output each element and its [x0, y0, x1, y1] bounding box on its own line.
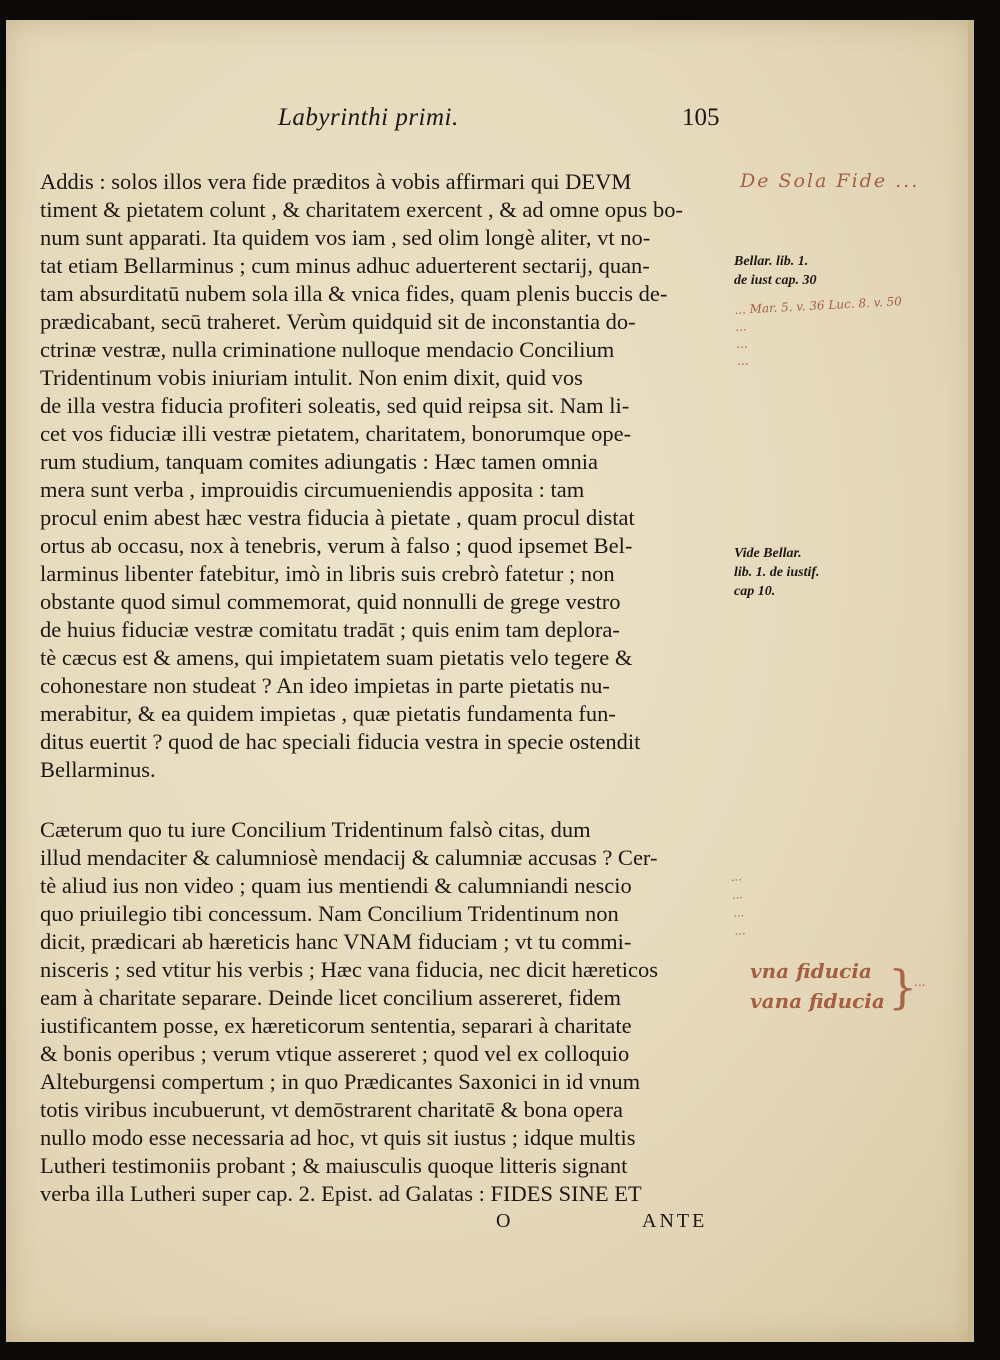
text-line: tè aliud ius non video ; quam ius mentiendi & calumniandi nescio — [40, 873, 632, 898]
text-line: num sunt apparati. Ita quidem vos iam , sed olim longè aliter, vt no- — [40, 225, 651, 250]
text-line: Bellarminus. — [40, 757, 156, 782]
text-line: totis viribus incubuerunt, vt demōstrarent charitatē & bona opera — [40, 1097, 623, 1122]
running-head — [6, 104, 974, 138]
text-line: & bonis operibus ; verum vtique assereret ; quod vel ex colloquio — [40, 1041, 630, 1066]
printed-marginal-note — [734, 544, 820, 601]
text-line: merabitur, & ea quidem impietas , quæ pietatis fundamenta fun- — [40, 701, 616, 726]
text-line: tat etiam Bellarminus ; cum minus adhuc aduerterent sectarij, quan- — [40, 253, 650, 278]
text-line: tam absurditatū nubem sola illa & vnica fides, quam plenis buccis de- — [40, 281, 668, 306]
text-line: illud mendaciter & calumniosè mendacij & calumniæ accusas ? Cer- — [40, 845, 658, 870]
handwritten-line: ... — [914, 975, 926, 989]
paragraph-1 — [40, 168, 730, 784]
text-line: tè cæcus est & amens, qui impietatem suam pietatis velo tegere & — [40, 645, 633, 670]
marginal-note-line: Bellar. lib. 1. — [734, 254, 809, 269]
marginal-note-line: Vide Bellar. — [734, 546, 802, 561]
text-line: quo priuilegio tibi concessum. Nam Concilium Tridentinum non — [40, 901, 619, 926]
text-line: cohonestare non studeat ? An ideo impietas in parte pietatis nu- — [40, 673, 610, 698]
text-line: Lutheri testimoniis probant ; & maiusculis quoque litteris signant — [40, 1153, 628, 1178]
text-line: Alteburgensi compertum ; in quo Prædicantes Saxonici in id vnum — [40, 1069, 641, 1094]
running-head-title: Labyrinthi primi. — [278, 104, 459, 131]
signature-mark: O — [496, 1210, 514, 1232]
handwritten-line: ... — [732, 905, 745, 920]
handwritten-line: ... Mar. 5. v. 36 Luc. 8. v. 50 — [734, 294, 903, 317]
text-line: iustificantem posse, ex hæreticorum sententia, separari à charitate — [40, 1013, 632, 1038]
text-line: larminus libenter fatebitur, imò in libris suis crebrò fatetur ; non — [40, 561, 615, 586]
printed-marginal-note — [734, 252, 816, 290]
text-line: ctrinæ vestræ, nulla criminatione nulloque mendacio Concilium — [40, 337, 615, 362]
page-number: 105 — [682, 104, 720, 131]
text-line: dicit, prædicari ab hæreticis hanc VNAM fiduciam ; vt tu commi- — [40, 929, 632, 954]
handwritten-line: vana fiducia — [750, 989, 885, 1013]
text-line: nisceris ; sed vtitur his verbis ; Hæc vana fiducia, nec dicit hæreticos — [40, 957, 658, 982]
handwritten-annotation — [750, 956, 885, 1016]
handwritten-line: ... — [736, 353, 749, 368]
handwritten-annotation — [914, 974, 925, 990]
marginal-note-line: lib. 1. de iustif. — [734, 565, 820, 580]
catchword: ANTE — [642, 1210, 708, 1232]
text-line: rum studium, tanquam comites adiungatis : Hæc tamen omnia — [40, 449, 599, 474]
text-line: mera sunt verba , improuidis circumueniendis apposita : tam — [40, 477, 585, 502]
marginal-note-line: de iust cap. 30 — [734, 273, 817, 288]
text-line: prædicabant, secū traheret. Verùm quidquid sit de inconstantia do- — [40, 309, 636, 334]
handwritten-line: ... — [735, 336, 749, 351]
text-line: procul enim abest hæc vestra fiducia à pietate , quam procul distat — [40, 505, 635, 530]
text-line: eam à charitate separare. Deinde licet concilium assereret, fidem — [40, 985, 621, 1010]
text-line: Cæterum quo tu iure Concilium Tridentinum falsò citas, dum — [40, 817, 591, 842]
text-line: ortus ab occasu, nox à tenebris, verum à falso ; quod ipsemet Bel- — [40, 533, 633, 558]
handwritten-brace: } — [888, 960, 918, 1014]
handwritten-line: ... — [734, 319, 748, 334]
text-line: verba illa Lutheri super cap. 2. Epist. ad Galatas : FIDES SINE ET — [40, 1181, 642, 1206]
paragraph-2 — [40, 816, 730, 1208]
text-line: de huius fiduciæ vestræ comitatu tradāt ; quis enim tam deplora- — [40, 617, 620, 642]
handwritten-line: ... — [733, 923, 746, 938]
text-line: cet vos fiduciæ illi vestræ pietatem, charitatem, bonorumque ope- — [40, 421, 632, 446]
text-line: timent & pietatem colunt , & charitatem exercent , & ad omne opus bo- — [40, 197, 683, 222]
text-line: nullo modo esse necessaria ad hoc, vt quis sit iustus ; idque multis — [40, 1125, 636, 1150]
page-edge — [968, 20, 974, 1342]
handwritten-annotation — [734, 293, 905, 370]
text-line: obstante quod simul commemorat, quid nonnulli de grege vestro — [40, 589, 621, 614]
handwritten-annotation — [730, 867, 746, 940]
text-line: Addis : solos illos vera fide præditos à vobis affirmari qui DEVM — [40, 169, 632, 194]
text-line: Tridentinum vobis iniuriam intulit. Non enim dixit, quid vos — [40, 365, 583, 390]
handwritten-annotation — [740, 170, 919, 192]
marginal-note-line: cap 10. — [734, 584, 776, 599]
handwritten-line: vna fiducia — [750, 959, 872, 983]
handwritten-line: De Sola Fide ... — [740, 170, 920, 192]
catchword-line — [6, 1210, 974, 1240]
handwritten-line: ... — [731, 887, 744, 902]
text-line: ditus euertit ? quod de hac speciali fiducia vestra in specie ostendit — [40, 729, 641, 754]
text-line: de illa vestra fiducia profiteri soleatis, sed quid reipsa sit. Nam li- — [40, 393, 630, 418]
handwritten-line: ... — [730, 869, 743, 884]
book-page — [6, 20, 974, 1342]
